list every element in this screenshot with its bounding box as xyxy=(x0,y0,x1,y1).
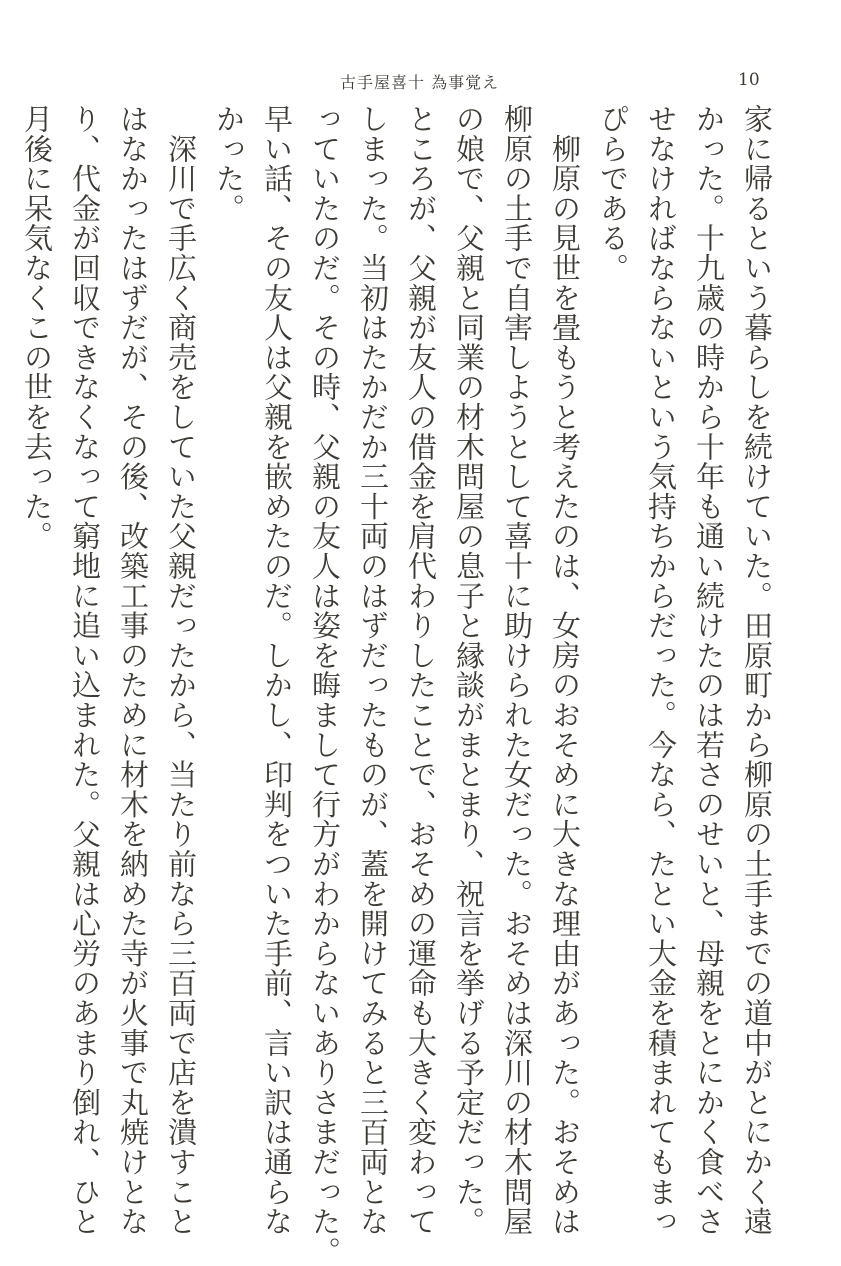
text-line: せなければならないという気持ちからだった。今なら、たとい大金を積まれてもまっ xyxy=(644,104,678,1237)
text-line: り、代金が回収できなくなって窮地に追い込まれた。父親は心労のあまり倒れ、ひと xyxy=(68,104,102,1237)
page-number: 10 xyxy=(738,70,760,90)
text-line: 柳原の土手で自害しようとして喜十に助けられた女だった。おそめは深川の材木問屋 xyxy=(500,104,534,1237)
body-text xyxy=(13,104,781,1266)
text-line: かった。十九歳の時から十年も通い続けたのは若さのせいと、母親をとにかく食べさ xyxy=(692,104,726,1237)
running-title: 古手屋喜十 為事覚え xyxy=(340,73,500,92)
text-line: しまった。当初はたかだか三十両のはずだったものが、蓋を開けてみると三百両とな xyxy=(356,104,390,1237)
text-line: の娘で、父親と同業の材木問屋の息子と縁談がまとまり、祝言を挙げる予定だった。 xyxy=(452,104,486,1237)
text-line: 月後に呆気なくこの世を去った。 xyxy=(20,104,54,551)
text-line: ぴらである。 xyxy=(596,104,630,283)
text-line: 柳原の見世を畳もうと考えたのは、女房のおそめに大きな理由があった。おそめは xyxy=(548,104,582,1237)
running-head xyxy=(0,70,841,94)
text-line: っていたのだ。その時、父親の友人は姿を晦まして行方がわからないありさまだった。 xyxy=(308,104,342,1266)
text-line: かった。 xyxy=(212,104,246,224)
text-line: 家に帰るという暮らしを続けていた。田原町から柳原の土手までの道中がとにかく遠 xyxy=(740,104,774,1237)
text-line: 早い話、その友人は父親を嵌めたのだ。しかし、印判をついた手前、言い訳は通らな xyxy=(260,104,294,1237)
text-line: ところが、父親が友人の借金を肩代わりしたことで、おそめの運命も大きく変わって xyxy=(404,104,438,1237)
text-line: 深川で手広く商売をしていた父親だったから、当たり前なら三百両で店を潰すこと xyxy=(164,104,198,1237)
text-line: はなかったはずだが、その後、改築工事のために材木を納めた寺が火事で丸焼けとな xyxy=(116,104,150,1237)
